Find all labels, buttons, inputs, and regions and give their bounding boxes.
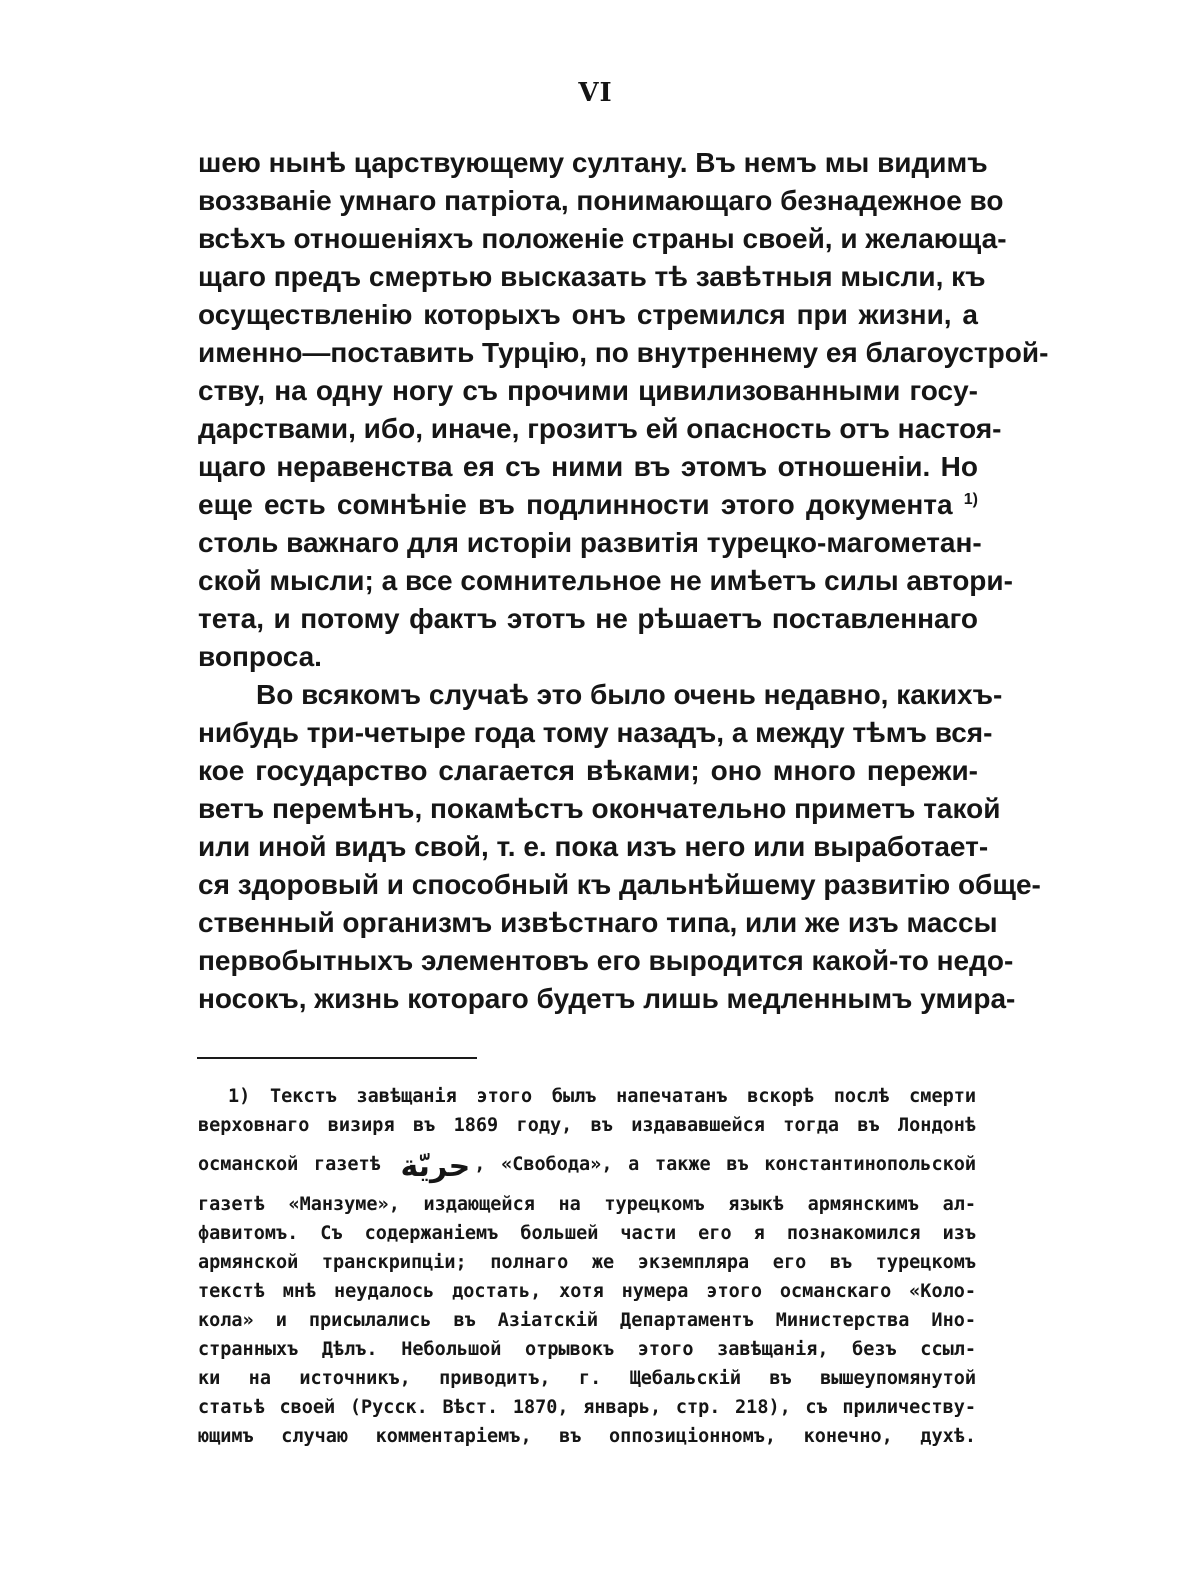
- footnote: [198, 1082, 976, 1451]
- footnote-line-text: османской газетѣ: [198, 1154, 381, 1175]
- text-line: именно—поставить Турцiю, по внутреннему ея благоустрой-: [198, 337, 1049, 368]
- text-line: всѣхъ отношенiяхъ положенiе страны своей, и желающа-: [198, 223, 1007, 254]
- text-line: тета, и потому фактъ этотъ не рѣшаетъ поставленнаго: [198, 603, 978, 634]
- footnote-divider: [197, 1057, 477, 1059]
- footnote-line: странныхъ Дѣлъ. Небольшой отрывокъ этого завѣщанiя, безъ ссыл-: [198, 1339, 976, 1360]
- text-line: столь важнаго для исторiи развитiя турецко-магометан-: [198, 527, 982, 558]
- text-line: первобытныхъ элементовъ его выродится какой-то недо-: [198, 945, 1014, 976]
- text-line: или иной видъ свой, т. е. пока изъ него или выработает-: [198, 831, 989, 862]
- footnote-line: армянской транскрипцiи; полнаго же экземпляра его въ турецкомъ: [198, 1252, 976, 1273]
- text-line: ственный организмъ извѣстнаго типа, или же изъ массы: [198, 907, 998, 938]
- text-line: осуществленiю которыхъ онъ стремился при жизни, а: [198, 299, 978, 330]
- text-line: кое государство слагается вѣками; оно много пережи-: [198, 755, 978, 786]
- footnote-reference: 1): [963, 491, 978, 508]
- footnote-line-text: Текстъ завѣщанiя этого былъ напечатанъ вскорѣ послѣ смерти: [270, 1086, 976, 1107]
- text-line: нибудь три-четыре года тому назадъ, а между тѣмъ вся-: [198, 717, 993, 748]
- text-line: дарствами, ибо, иначе, грозитъ ей опасность отъ настоя-: [198, 413, 1002, 444]
- arabic-word-hurriyet: حريّة: [400, 1149, 471, 1184]
- footnote-marker: 1): [228, 1086, 251, 1107]
- text-line: ской мысли; а все сомнительное не имѣетъ силы автори-: [198, 565, 1013, 596]
- text-line: ству, на одну ногу съ прочими цивилизованными госу-: [198, 375, 978, 406]
- footnote-line-with-arabic: [198, 1140, 976, 1190]
- footnote-line: ющимъ случаю комментарiемъ, въ оппозицiонномъ, конечно, духѣ.: [198, 1426, 976, 1447]
- footnote-line-text: , «Свобода», а также въ константинопольской: [474, 1154, 976, 1175]
- text-line: щаго предъ смертью высказать тѣ завѣтныя мысли, къ: [198, 261, 986, 292]
- text-line: носокъ, жизнь котораго будетъ лишь медленнымъ умира-: [198, 983, 1016, 1014]
- footnote-line: верховнаго визиря въ 1869 году, въ издававшейся тогда въ Лондонѣ: [198, 1115, 976, 1136]
- footnote-line: фавитомъ. Съ содержанiемъ большей части его я познакомился изъ: [198, 1223, 976, 1244]
- page-number: VI: [578, 78, 613, 108]
- text-line: шею нынѣ царствующему султану. Въ немъ мы видимъ: [198, 147, 988, 178]
- text-line: щаго неравенства ея съ ними въ этомъ отношенiи. Но: [198, 451, 978, 482]
- footnote-line: статьѣ своей (Русск. Вѣст. 1870, январь, стр. 218), съ приличеству-: [198, 1397, 976, 1418]
- footnote-line: текстѣ мнѣ неудалось достать, хотя нумера этого османскаго «Коло-: [198, 1281, 976, 1302]
- text-line-with-footnote-ref: [198, 486, 978, 524]
- text-line: ветъ перемѣнъ, покамѣстъ окончательно приметъ такой: [198, 793, 1001, 824]
- footnote-line: кола» и присылались въ Азiатскiй Департаментъ Министерства Ино-: [198, 1310, 976, 1331]
- main-text: [198, 144, 1049, 1018]
- text-line-content: еще есть сомнѣнiе въ подлинности этого документа: [198, 489, 953, 520]
- text-line: ся здоровый и способный къ дальнѣйшему развитiю обще-: [198, 869, 1041, 900]
- text-line: вопроса.: [198, 641, 322, 672]
- footnote-line: газетѣ «Манзуме», издающейся на турецкомъ языкѣ армянскимъ ал-: [198, 1194, 976, 1215]
- text-line: воззванiе умнаго патрiота, понимающаго безнадежное во: [198, 185, 1004, 216]
- footnote-line: [198, 1082, 976, 1111]
- paragraph-start-line: Во всякомъ случаѣ это было очень недавно, какихъ-: [256, 679, 1003, 710]
- footnote-line: ки на источникъ, приводитъ, г. Щебальскiй въ вышеупомянутой: [198, 1368, 976, 1389]
